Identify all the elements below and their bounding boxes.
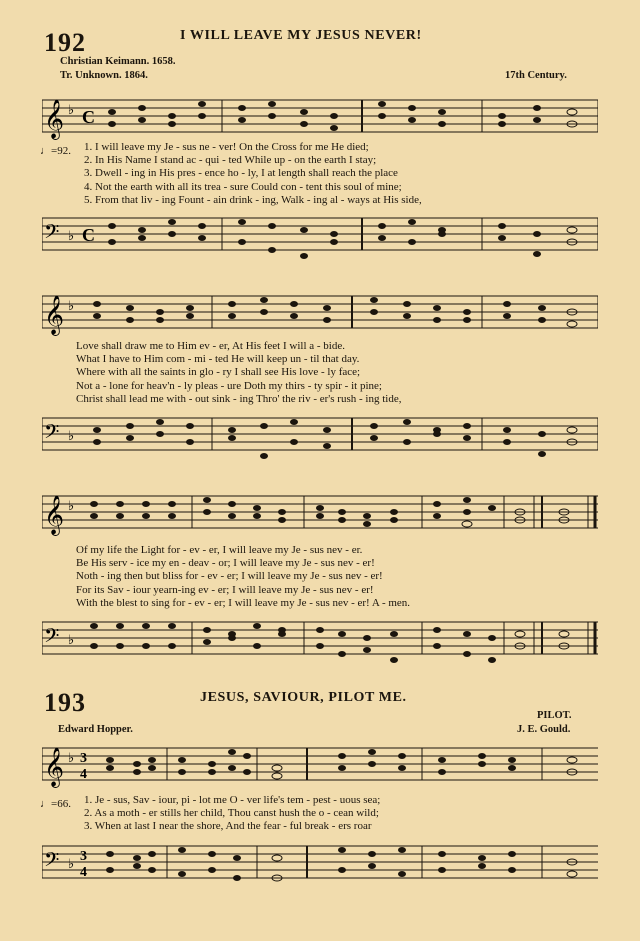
lyric-line: 4. Not the earth with all its trea - sure Could con - tent this soul of mine; [84,180,402,193]
svg-text:♭: ♭ [68,750,75,765]
lyric-line: Not a - lone for heav'n - ly pleas - ure Doth my thirs - ty spir - it pine; [76,379,382,392]
svg-text:♭: ♭ [68,856,75,871]
svg-text:♭: ♭ [68,298,75,313]
svg-text:♭: ♭ [68,498,75,513]
lyric-line: Of my life the Light for - ev - er, I will leave my Je - sus nev - er. [76,544,363,556]
svg-text:3: 3 [80,849,87,864]
translator-line: Tr. Unknown. 1864. [60,70,148,81]
lyric-line: With the blest to sing for - ev - er; I will leave my Je - sus nev - er! A - men. [76,596,411,609]
lyric-line: 1. Je - sus, Sav - iour, pi - lot me O - ver life's tem - pest - uous sea; [84,794,381,806]
lyric-line: Be His serv - ice my en - deav - or; I will leave my Je - sus nev - er! [76,557,375,570]
verse-block [84,141,422,207]
hymn-title: I WILL LEAVE MY JESUS NEVER! [180,28,422,43]
lyric-line: 2. In His Name I stand ac - qui - ted While up - on the earth I stay; [84,154,377,167]
svg-text:𝄞: 𝄞 [44,99,65,139]
bass-staff [42,838,598,890]
lyric-line: 5. From that liv - ing Fount - ain drink - ing, Walk - ing al - ways at His side, [84,193,422,206]
svg-text:♭: ♭ [68,428,75,443]
tune-name: PILOT. [537,710,572,721]
author-line: Edward Hopper. [58,724,133,735]
bass-staff [42,410,598,462]
svg-text:♭: ♭ [68,228,75,243]
bass-staff [42,614,598,668]
lyric-line: Noth - ing then but bliss for - ev - er; I will leave my Je - sus nev - er! [76,570,383,583]
svg-text:C: C [82,107,95,127]
svg-text:𝄞: 𝄞 [44,295,65,335]
hymn-number: 192 [44,28,86,57]
treble-staff [42,288,598,336]
svg-text:𝄞: 𝄞 [44,495,65,535]
time-sig-top: 3 [80,751,87,766]
lyric-line: 2. As a moth - er stills her child, Thou canst hush the o - cean wild; [84,807,379,820]
lyric-line: 1. I will leave my Je - sus ne - ver! On the Cross for me He died; [84,141,369,153]
treble-staff [42,488,598,536]
bass-staff [42,210,598,262]
composer-line: J. E. Gould. [517,724,571,735]
svg-text:♭: ♭ [68,632,75,647]
lyric-line: Where with all the saints in glo - ry I shall see His love - ly face; [76,366,361,379]
svg-text:𝄢: 𝄢 [44,848,60,876]
svg-text:C: C [82,225,95,245]
hymn-title: JESUS, SAVIOUR, PILOT ME. [200,690,407,705]
svg-text:4: 4 [80,865,87,880]
verse-block [76,544,410,610]
lyric-line: For its Sav - iour yearn-ing ev - er; I will leave my Je - sus nev - er! [76,583,374,596]
tempo-mark: ♩=66. [40,798,71,810]
svg-text:♭: ♭ [68,102,75,117]
svg-text:𝄞: 𝄞 [44,747,65,787]
time-sig-bottom: 4 [80,767,87,782]
lyric-line: What I have to Him com - mi - ted He will keep un - til that day. [76,353,360,366]
lyric-line: 3. When at last I near the shore, And the fear - ful break - ers roar [84,820,372,833]
tempo-mark: ♩=92. [40,145,71,157]
hymn-number: 193 [44,688,86,717]
lyric-line: 3. Dwell - ing in His pres - ence ho - ly, I at length shall reach the place [84,167,398,180]
tune-source: 17th Century. [505,70,567,81]
svg-text:𝄢: 𝄢 [44,220,60,248]
svg-text:𝄢: 𝄢 [44,624,60,652]
verse-block [76,340,401,406]
treble-staff [42,740,598,788]
verse-block [84,794,380,834]
lyric-line: Christ shall lead me with - out sink - ing Thro' the riv - er's rush - ing tide, [76,392,402,405]
treble-staff [42,92,598,140]
author-line: Christian Keimann. 1658. [60,56,176,67]
lyric-line: Love shall draw me to Him ev - er, At His feet I will a - bide. [76,340,345,352]
svg-text:𝄢: 𝄢 [44,420,60,448]
